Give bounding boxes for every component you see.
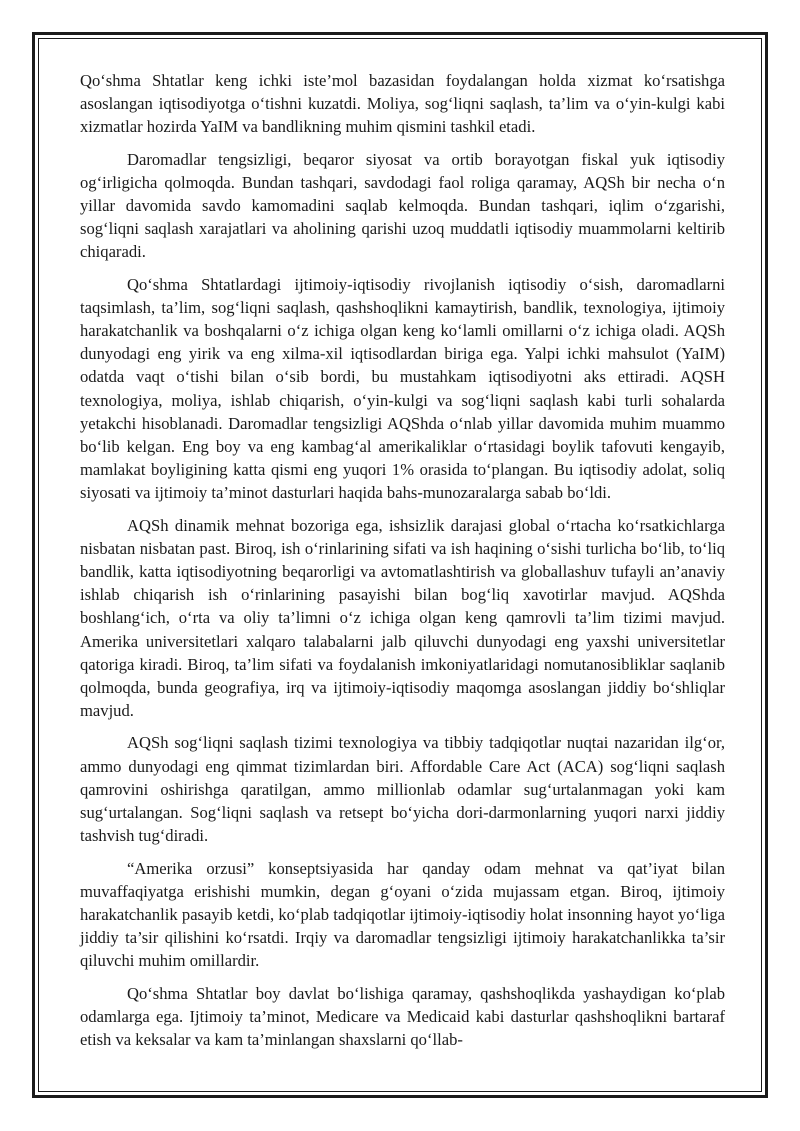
paragraph-2: Daromadlar tengsizligi, beqaror siyosat va ortib borayotgan fiskal yuk iqtisodiy og‘irligicha qolmoqda. Bundan tashqari, savdodagi faol roliga qaramay, AQSh bir necha o‘n yillar davomida savdo kamomadini saqlab kelmoqda. Bundan tashqari, iqlim o‘zgarishi, sog‘liqni saqlash xarajatlari va aholining qarishi uzoq muddatli iqtisodiy muammolarni keltirib chiqaradi. — [80, 149, 725, 262]
paragraph-1: Qo‘shma Shtatlar keng ichki iste’mol bazasidan foydalangan holda xizmat ko‘rsatishga asoslangan iqtisodiyotga o‘tishni kuzatdi. Moliya, sog‘liqni saqlash, ta’lim va o‘yin-kulgi kabi xizmatlar hozirda YaIM va bandlikning muhim qismini tashkil etadi. — [80, 71, 725, 137]
document-body — [80, 69, 725, 1060]
paragraph-5: AQSh sog‘liqni saqlash tizimi texnologiya va tibbiy tadqiqotlar nuqtai nazaridan ilg‘or, ammo dunyodagi eng qimmat tizimlardan biri. Affordable Care Act (ACA) sog‘liqni saqlash qamrovini oshirishga qaratilgan, ammo millionlab odamlar sug‘urtalanmagan yoki kam sug‘urtalangan. Sog‘liqni saqlash va retsept bo‘yicha dori-darmonlarning yuqori narxi jiddiy tashvish tug‘diradi. — [80, 733, 725, 846]
paragraph-4: AQSh dinamik mehnat bozoriga ega, ishsizlik darajasi global o‘rtacha ko‘rsatkichlarga nisbatan nisbatan past. Biroq, ish o‘rinlarining sifati va ish haqining o‘sishi turlicha bo‘lib, to‘liq bandlik, katta iqtisodiyotning beqarorligi va avtomatlashtirish va globallashuv tufayli an’anaviy ishlab chiqarish ish o‘rinlarining pasayishi bilan bog‘liq xavotirlar mavjud. AQShda boshlang‘ich, o‘rta va oliy ta’limni o‘z ichiga olgan keng qamrovli ta’lim tizimi mavjud. Amerika universitetlari xalqaro talabalarni jalb qiluvchi dunyodagi eng yaxshi universitetlar qatoriga kiradi. Biroq, ta’lim sifati va foydalanish imkoniyatlaridagi nomutanosibliklar saqlanib qolmoqda, bunda geografiya, irq va ijtimoiy-iqtisodiy maqomga asoslangan jiddiy bo‘shliqlar mavjud. — [80, 515, 725, 721]
paragraph-6: “Amerika orzusi” konseptsiyasida har qanday odam mehnat va qat’iyat bilan muvaffaqiyatga erishishi mumkin, degan g‘oyani o‘zida mujassam etgan. Biroq, ijtimoiy harakatchanlik pasayib ketdi, ko‘plab tadqiqotlar ijtimoiy-iqtisodiy holat insonning hayot yo‘liga jiddiy ta’sir qilishini ko‘rsatdi. Irqiy va daromadlar tengsizligi ijtimoiy harakatchanlikka ta’sir qiluvchi muhim omillardir. — [80, 858, 725, 971]
paragraph-7: Qo‘shma Shtatlar boy davlat bo‘lishiga qaramay, qashshoqlikda yashaydigan ko‘plab odamlarga ega. Ijtimoiy ta’minot, Medicare va Medicaid kabi dasturlar qashshoqlikni bartaraf etish va keksalar va kam ta’minlangan shaxslarni qo‘llab- — [80, 983, 725, 1049]
paragraph-3: Qo‘shma Shtatlardagi ijtimoiy-iqtisodiy rivojlanish iqtisodiy o‘sish, daromadlarni taqsimlash, ta’lim, sog‘liqni saqlash, qashshoqlikni kamaytirish, bandlik, texnologiya, ijtimoiy harakatchanlik va boshqalarni o‘z ichiga olgan keng ko‘lamli omillarni o‘z ichiga oladi. AQSh dunyodagi eng yirik va eng xilma-xil iqtisodlardan biriga ega. Yalpi ichki mahsulot (YaIM) odatda vaqt o‘tishi bilan o‘sib bordi, bu mustahkam iqtisodiyotni aks ettiradi. AQSH texnologiya, moliya, ishlab chiqarish, o‘yin-kulgi va sog‘liqni saqlash kabi turli sohalarda yetakchi hisoblanadi. Daromadlar tengsizligi AQShda o‘nlab yillar davomida muhim muammo bo‘lib kelgan. Eng boy va eng kambag‘al amerikaliklar o‘rtasidagi boylik tafovuti kengayib, mamlakat boyligining katta qismi eng yuqori 1% orasida to‘plangan. Bu iqtisodiy adolat, soliq siyosati va ijtimoiy ta’minot dasturlari haqida bahs-munozaralarga sabab bo‘ldi. — [80, 274, 725, 503]
